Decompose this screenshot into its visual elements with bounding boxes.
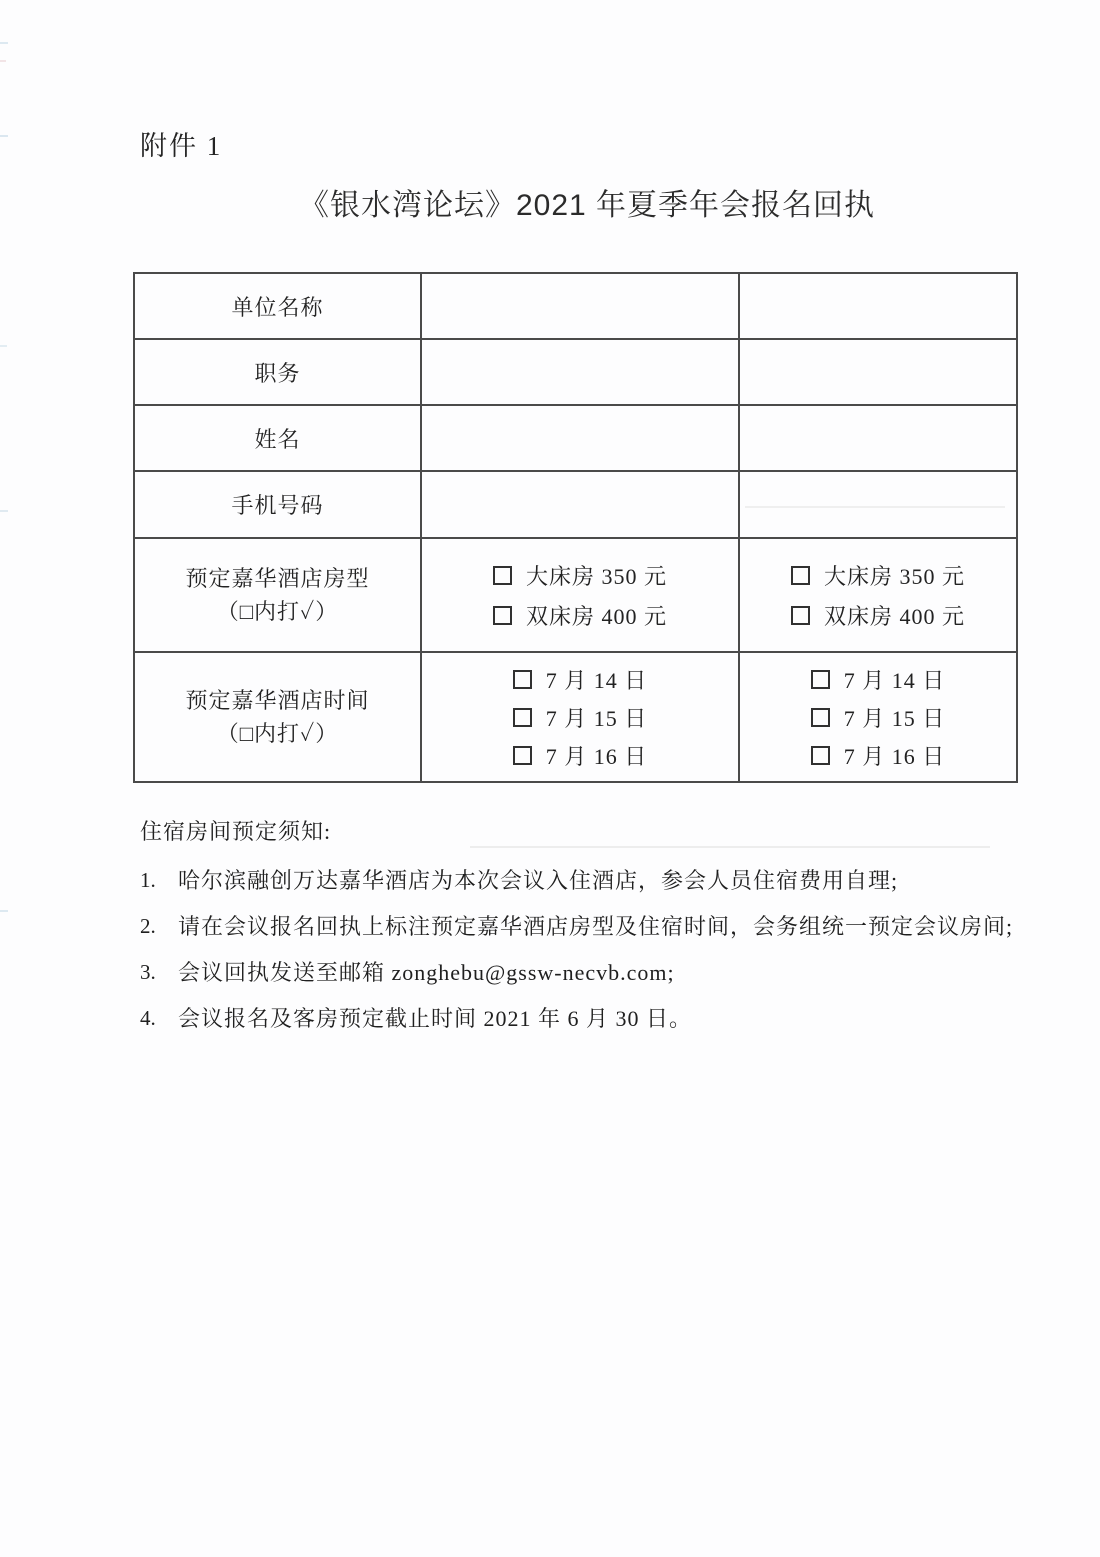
date-options-person1 [421, 652, 739, 782]
table-row [134, 471, 1017, 538]
note-number: 1. [140, 868, 156, 892]
row-label-room-type [134, 538, 421, 652]
note-text: 会议报名及客房预定截止时间 2021 年 6 月 30 日。 [178, 1006, 693, 1031]
scan-artifact [0, 135, 8, 137]
scan-artifact [0, 60, 6, 62]
note-number: 3. [140, 960, 156, 984]
room-type-options-person2 [739, 538, 1017, 652]
option-label: 7 月 15 日 [843, 705, 946, 731]
option-label: 7 月 16 日 [545, 743, 648, 769]
option-label: 7 月 15 日 [545, 705, 648, 731]
table-row-booking-dates [134, 652, 1017, 782]
note-item [140, 912, 1032, 941]
option-label: 双床房 400 元 [823, 603, 965, 629]
checkbox-icon [513, 670, 532, 689]
row-label-company: 单位名称 [134, 273, 421, 339]
row-label-mobile: 手机号码 [134, 471, 421, 538]
checkbox-option [811, 660, 946, 698]
room-type-options-person1 [421, 538, 739, 652]
checkbox-option [811, 698, 946, 736]
note-item [140, 958, 1032, 987]
option-label: 7 月 14 日 [843, 667, 946, 693]
checkbox-icon [493, 566, 512, 585]
row-label-booking-dates [134, 652, 421, 782]
scan-artifact [0, 345, 7, 347]
booking-dates-label-line2: （□内打✓） [216, 721, 339, 746]
checkbox-icon [513, 746, 532, 765]
option-label: 大床房 350 元 [525, 563, 667, 589]
note-text: 哈尔滨融创万达嘉华酒店为本次会议入住酒店，参会人员住宿费用自理; [178, 868, 899, 893]
note-item [140, 1004, 1032, 1033]
empty-cell-mobile-1 [421, 471, 739, 538]
page-title: 《银水湾论坛》2021 年夏季年会报名回执 [298, 189, 876, 222]
notes-section [140, 817, 1032, 1050]
checkbox-icon [791, 606, 810, 625]
note-number: 4. [140, 1006, 156, 1030]
checkbox-option [493, 555, 667, 595]
checkbox-icon [513, 708, 532, 727]
date-options-person2 [739, 652, 1017, 782]
booking-dates-label-line1: 预定嘉华酒店时间 [185, 688, 370, 713]
scan-artifact [0, 42, 8, 44]
option-label: 7 月 14 日 [545, 667, 648, 693]
checkbox-icon [493, 606, 512, 625]
note-text: 会议回执发送至邮箱 zonghebu@gssw-necvb.com; [178, 960, 675, 985]
option-label: 大床房 350 元 [823, 563, 965, 589]
empty-cell-mobile-2 [739, 471, 1017, 538]
note-number: 2. [140, 914, 156, 938]
room-type-label-line2: （□内打✓） [216, 599, 339, 624]
note-item [140, 866, 1032, 895]
empty-cell-position-2 [739, 339, 1017, 405]
empty-cell-company-1 [421, 273, 739, 339]
checkbox-icon [791, 566, 810, 585]
empty-cell-name-2 [739, 405, 1017, 471]
notes-heading: 住宿房间预定须知: [140, 819, 332, 844]
option-label: 双床房 400 元 [525, 603, 667, 629]
checkbox-option [513, 698, 648, 736]
scan-artifact [0, 510, 8, 512]
table-row [134, 273, 1017, 339]
table-row [134, 339, 1017, 405]
checkbox-option [513, 736, 648, 774]
table-row [134, 405, 1017, 471]
checkbox-option [513, 660, 648, 698]
room-type-label-line1: 预定嘉华酒店房型 [185, 566, 370, 591]
row-label-name: 姓名 [134, 405, 421, 471]
empty-cell-name-1 [421, 405, 739, 471]
option-label: 7 月 16 日 [843, 743, 946, 769]
attachment-label: 附件 1 [140, 131, 223, 161]
table-row-room-type [134, 538, 1017, 652]
empty-cell-position-1 [421, 339, 739, 405]
registration-form-table [133, 272, 1018, 783]
checkbox-icon [811, 708, 830, 727]
checkbox-option [493, 595, 667, 635]
checkbox-option [791, 595, 965, 635]
checkbox-icon [811, 746, 830, 765]
checkbox-option [791, 555, 965, 595]
scan-artifact [0, 910, 8, 912]
row-label-position: 职务 [134, 339, 421, 405]
empty-cell-company-2 [739, 273, 1017, 339]
checkbox-option [811, 736, 946, 774]
checkbox-icon [811, 670, 830, 689]
note-text: 请在会议报名回执上标注预定嘉华酒店房型及住宿时间，会务组统一预定会议房间; [178, 914, 1014, 939]
